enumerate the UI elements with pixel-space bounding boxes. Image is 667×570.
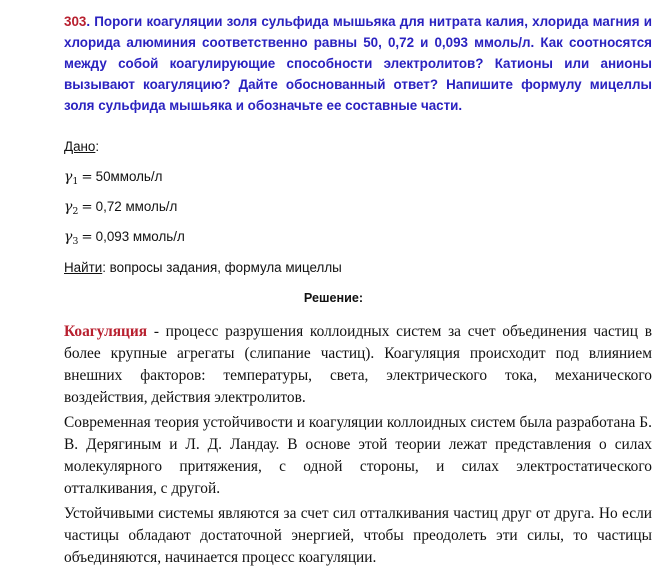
given-value: 0,093 ммоль/л: [95, 229, 185, 244]
problem-number: 303: [64, 14, 87, 29]
solution-paragraph-1: [64, 321, 652, 409]
given-item-1: [64, 168, 162, 188]
gamma-symbol: γ: [64, 169, 73, 185]
problem-text: . Пороги коагуляции золя сульфида мышьяка для нитрата калия, хлорида магния и хлорида алюминия соответственно равны 50, 0,72 и 0,093 ммоль/л. Как соотносятся между собой коагулирующие способности электролитов? Катионы или анионы вызывают коагуляцию? Дайте обоснованный ответ? Напишите формулу мицеллы золя сульфида мышьяка и обозначьте ее составные части.: [64, 14, 652, 113]
equals-sign: =: [81, 230, 93, 245]
paragraph-text: Устойчивыми системы являются за счет сил отталкивания частиц друг от друга. Но если частицы обладают достаточной энергией, чтобы преодолеть эти силы, то частицы объединяются, начинается процесс коагуляции.: [64, 505, 652, 566]
given-item-3: [64, 228, 185, 248]
solution-heading: Решение:: [303, 291, 364, 305]
find-text: : вопросы задания, формула мицеллы: [102, 260, 342, 275]
find-line: [64, 259, 342, 277]
equals-sign: =: [81, 200, 93, 215]
gamma-symbol: γ: [64, 199, 73, 215]
find-label: Найти: [64, 260, 103, 275]
equals-sign: =: [81, 170, 93, 185]
given-colon: :: [95, 139, 100, 154]
gamma-subscript: 2: [72, 206, 79, 217]
given-heading: [64, 138, 99, 156]
given-value: 0,72 ммоль/л: [95, 199, 178, 214]
gamma-symbol: γ: [64, 229, 73, 245]
gamma-subscript: 1: [72, 176, 79, 187]
solution-paragraph-3: [64, 503, 652, 569]
given-item-2: [64, 198, 177, 218]
term-coagulation: Коагуляция: [64, 323, 148, 340]
paragraph-text: Современная теория устойчивости и коагуляции коллоидных систем была разработана Б. В. Дерягиным и Л. Д. Ландау. В основе этой теории лежат представления о силах молекулярного притяжения, с одной стороны, и силах электростатического отталкивания, с другой.: [64, 414, 652, 497]
solution-paragraph-2: [64, 412, 652, 500]
gamma-subscript: 3: [72, 236, 79, 247]
given-label: Дано: [64, 139, 96, 154]
paragraph-text: - процесс разрушения коллоидных систем за счет объединения частиц в более крупные агрегаты (слипание частиц). Коагуляция происходит под влиянием внешних факторов: температуры, света, электрического тока, механического воздействия, действия электролитов.: [64, 323, 652, 406]
problem-statement: [64, 11, 652, 116]
given-value: 50ммоль/л: [95, 169, 163, 184]
